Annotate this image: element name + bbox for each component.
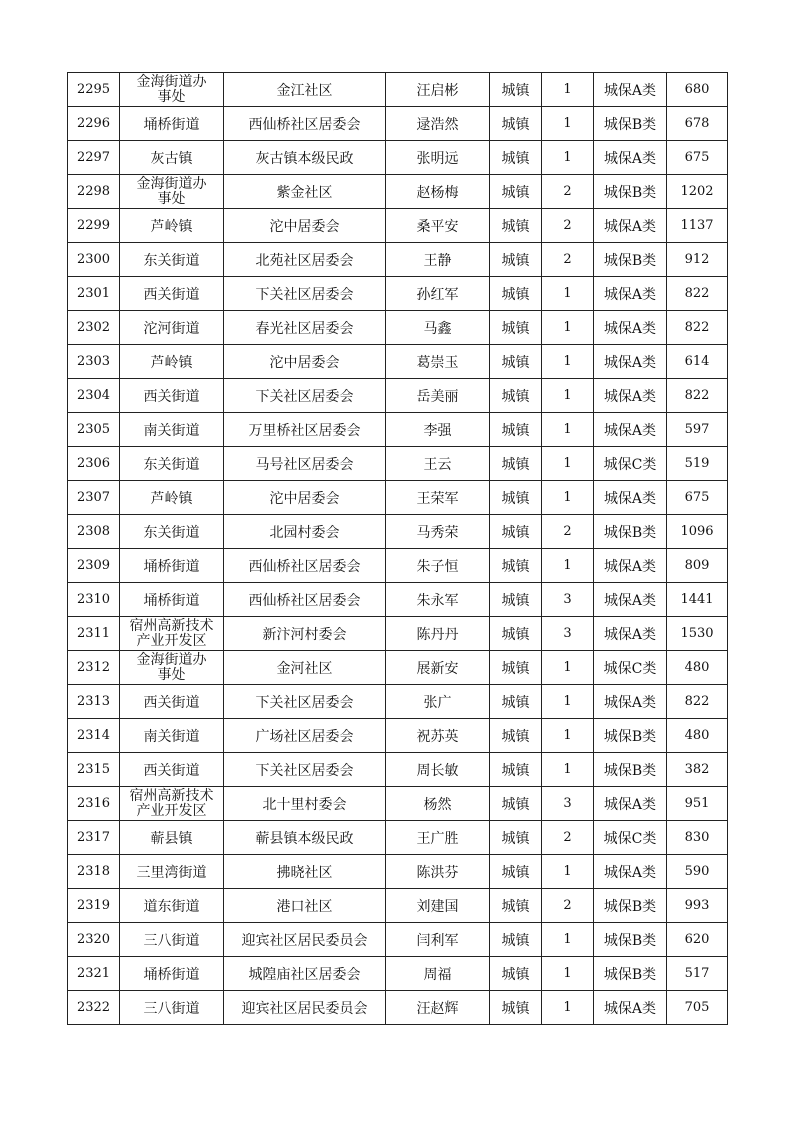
amount-cell: 951 <box>667 787 728 821</box>
street-cell: 西关街道 <box>120 753 224 787</box>
area-type-cell: 城镇 <box>490 549 542 583</box>
household-count-cell: 1 <box>542 957 594 991</box>
amount-cell: 590 <box>667 855 728 889</box>
serial-number-cell: 2306 <box>68 447 120 481</box>
insurance-category-cell: 城保A类 <box>594 617 667 651</box>
amount-cell: 675 <box>667 141 728 175</box>
household-count-cell: 1 <box>542 923 594 957</box>
person-name-cell: 汪启彬 <box>386 73 490 107</box>
household-count-cell: 1 <box>542 719 594 753</box>
person-name-cell: 王广胜 <box>386 821 490 855</box>
community-cell: 下关社区居委会 <box>224 685 386 719</box>
area-type-cell: 城镇 <box>490 515 542 549</box>
insurance-category-cell: 城保A类 <box>594 685 667 719</box>
insurance-category-cell: 城保A类 <box>594 73 667 107</box>
street-cell: 金海街道办 事处 <box>120 651 224 685</box>
table-row <box>68 345 728 379</box>
person-name-cell: 朱永军 <box>386 583 490 617</box>
community-cell: 灰古镇本级民政 <box>224 141 386 175</box>
community-cell: 拂晓社区 <box>224 855 386 889</box>
community-cell: 下关社区居委会 <box>224 379 386 413</box>
table-row <box>68 685 728 719</box>
community-cell: 沱中居委会 <box>224 345 386 379</box>
insurance-category-cell: 城保A类 <box>594 787 667 821</box>
table-row <box>68 209 728 243</box>
person-name-cell: 陈洪芬 <box>386 855 490 889</box>
serial-number-cell: 2304 <box>68 379 120 413</box>
person-name-cell: 朱子恒 <box>386 549 490 583</box>
serial-number-cell: 2303 <box>68 345 120 379</box>
household-count-cell: 1 <box>542 447 594 481</box>
household-count-cell: 1 <box>542 549 594 583</box>
table-row <box>68 821 728 855</box>
household-count-cell: 1 <box>542 311 594 345</box>
household-count-cell: 3 <box>542 583 594 617</box>
street-cell: 三八街道 <box>120 923 224 957</box>
insurance-category-cell: 城保A类 <box>594 345 667 379</box>
serial-number-cell: 2316 <box>68 787 120 821</box>
community-cell: 紫金社区 <box>224 175 386 209</box>
insurance-category-cell: 城保A类 <box>594 209 667 243</box>
area-type-cell: 城镇 <box>490 583 542 617</box>
area-type-cell: 城镇 <box>490 617 542 651</box>
table-row <box>68 549 728 583</box>
serial-number-cell: 2322 <box>68 991 120 1025</box>
table-row <box>68 583 728 617</box>
person-name-cell: 展新安 <box>386 651 490 685</box>
insurance-category-cell: 城保A类 <box>594 141 667 175</box>
person-name-cell: 马秀荣 <box>386 515 490 549</box>
table-row <box>68 107 728 141</box>
table-row <box>68 753 728 787</box>
serial-number-cell: 2301 <box>68 277 120 311</box>
serial-number-cell: 2307 <box>68 481 120 515</box>
serial-number-cell: 2308 <box>68 515 120 549</box>
area-type-cell: 城镇 <box>490 991 542 1025</box>
insurance-category-cell: 城保B类 <box>594 923 667 957</box>
insurance-category-cell: 城保B类 <box>594 175 667 209</box>
street-cell: 金海街道办 事处 <box>120 73 224 107</box>
street-cell: 蕲县镇 <box>120 821 224 855</box>
community-cell: 沱中居委会 <box>224 209 386 243</box>
area-type-cell: 城镇 <box>490 821 542 855</box>
relief-roster-table <box>67 72 728 1025</box>
community-cell: 北苑社区居委会 <box>224 243 386 277</box>
community-cell: 西仙桥社区居委会 <box>224 107 386 141</box>
insurance-category-cell: 城保A类 <box>594 311 667 345</box>
amount-cell: 705 <box>667 991 728 1025</box>
table-row <box>68 447 728 481</box>
insurance-category-cell: 城保A类 <box>594 481 667 515</box>
insurance-category-cell: 城保A类 <box>594 583 667 617</box>
community-cell: 广场社区居委会 <box>224 719 386 753</box>
amount-cell: 614 <box>667 345 728 379</box>
amount-cell: 830 <box>667 821 728 855</box>
serial-number-cell: 2319 <box>68 889 120 923</box>
area-type-cell: 城镇 <box>490 175 542 209</box>
serial-number-cell: 2320 <box>68 923 120 957</box>
household-count-cell: 1 <box>542 685 594 719</box>
community-cell: 城隍庙社区居委会 <box>224 957 386 991</box>
community-cell: 西仙桥社区居委会 <box>224 583 386 617</box>
street-cell: 宿州高新技术 产业开发区 <box>120 617 224 651</box>
household-count-cell: 3 <box>542 787 594 821</box>
table-body <box>68 73 728 1025</box>
street-cell: 三里湾街道 <box>120 855 224 889</box>
area-type-cell: 城镇 <box>490 923 542 957</box>
street-cell: 西关街道 <box>120 379 224 413</box>
household-count-cell: 1 <box>542 991 594 1025</box>
area-type-cell: 城镇 <box>490 141 542 175</box>
person-name-cell: 李强 <box>386 413 490 447</box>
table-row <box>68 481 728 515</box>
amount-cell: 993 <box>667 889 728 923</box>
table-row <box>68 73 728 107</box>
area-type-cell: 城镇 <box>490 379 542 413</box>
household-count-cell: 1 <box>542 481 594 515</box>
serial-number-cell: 2309 <box>68 549 120 583</box>
table-row <box>68 651 728 685</box>
person-name-cell: 汪赵辉 <box>386 991 490 1025</box>
street-cell: 南关街道 <box>120 413 224 447</box>
street-cell: 道东街道 <box>120 889 224 923</box>
street-cell: 南关街道 <box>120 719 224 753</box>
serial-number-cell: 2300 <box>68 243 120 277</box>
insurance-category-cell: 城保C类 <box>594 821 667 855</box>
household-count-cell: 1 <box>542 107 594 141</box>
area-type-cell: 城镇 <box>490 719 542 753</box>
person-name-cell: 葛崇玉 <box>386 345 490 379</box>
community-cell: 马号社区居委会 <box>224 447 386 481</box>
community-cell: 迎宾社区居民委员会 <box>224 991 386 1025</box>
community-cell: 北十里村委会 <box>224 787 386 821</box>
amount-cell: 912 <box>667 243 728 277</box>
community-cell: 蕲县镇本级民政 <box>224 821 386 855</box>
community-cell: 下关社区居委会 <box>224 277 386 311</box>
serial-number-cell: 2315 <box>68 753 120 787</box>
insurance-category-cell: 城保C类 <box>594 651 667 685</box>
street-cell: 西关街道 <box>120 277 224 311</box>
community-cell: 港口社区 <box>224 889 386 923</box>
person-name-cell: 张广 <box>386 685 490 719</box>
serial-number-cell: 2312 <box>68 651 120 685</box>
insurance-category-cell: 城保B类 <box>594 957 667 991</box>
area-type-cell: 城镇 <box>490 447 542 481</box>
insurance-category-cell: 城保B类 <box>594 719 667 753</box>
household-count-cell: 1 <box>542 379 594 413</box>
street-cell: 东关街道 <box>120 243 224 277</box>
person-name-cell: 王静 <box>386 243 490 277</box>
street-cell: 三八街道 <box>120 991 224 1025</box>
table-row <box>68 889 728 923</box>
table-row <box>68 515 728 549</box>
area-type-cell: 城镇 <box>490 889 542 923</box>
street-cell: 埇桥街道 <box>120 549 224 583</box>
table-row <box>68 957 728 991</box>
amount-cell: 680 <box>667 73 728 107</box>
area-type-cell: 城镇 <box>490 243 542 277</box>
person-name-cell: 孙红军 <box>386 277 490 311</box>
insurance-category-cell: 城保A类 <box>594 549 667 583</box>
community-cell: 春光社区居委会 <box>224 311 386 345</box>
street-cell: 金海街道办 事处 <box>120 175 224 209</box>
household-count-cell: 1 <box>542 141 594 175</box>
household-count-cell: 1 <box>542 651 594 685</box>
table-row <box>68 311 728 345</box>
serial-number-cell: 2317 <box>68 821 120 855</box>
person-name-cell: 岳美丽 <box>386 379 490 413</box>
table-row <box>68 141 728 175</box>
amount-cell: 620 <box>667 923 728 957</box>
amount-cell: 1096 <box>667 515 728 549</box>
community-cell: 下关社区居委会 <box>224 753 386 787</box>
table-row <box>68 787 728 821</box>
community-cell: 西仙桥社区居委会 <box>224 549 386 583</box>
household-count-cell: 1 <box>542 413 594 447</box>
street-cell: 沱河街道 <box>120 311 224 345</box>
amount-cell: 809 <box>667 549 728 583</box>
street-cell: 东关街道 <box>120 515 224 549</box>
insurance-category-cell: 城保A类 <box>594 277 667 311</box>
household-count-cell: 1 <box>542 277 594 311</box>
insurance-category-cell: 城保A类 <box>594 379 667 413</box>
amount-cell: 1530 <box>667 617 728 651</box>
person-name-cell: 刘建国 <box>386 889 490 923</box>
household-count-cell: 2 <box>542 175 594 209</box>
document-page <box>67 72 728 1025</box>
serial-number-cell: 2299 <box>68 209 120 243</box>
household-count-cell: 1 <box>542 73 594 107</box>
amount-cell: 822 <box>667 685 728 719</box>
insurance-category-cell: 城保B类 <box>594 889 667 923</box>
serial-number-cell: 2296 <box>68 107 120 141</box>
person-name-cell: 周长敏 <box>386 753 490 787</box>
street-cell: 东关街道 <box>120 447 224 481</box>
community-cell: 金河社区 <box>224 651 386 685</box>
area-type-cell: 城镇 <box>490 209 542 243</box>
person-name-cell: 周福 <box>386 957 490 991</box>
street-cell: 宿州高新技术 产业开发区 <box>120 787 224 821</box>
amount-cell: 480 <box>667 719 728 753</box>
person-name-cell: 祝苏英 <box>386 719 490 753</box>
amount-cell: 382 <box>667 753 728 787</box>
person-name-cell: 杨然 <box>386 787 490 821</box>
area-type-cell: 城镇 <box>490 107 542 141</box>
community-cell: 沱中居委会 <box>224 481 386 515</box>
amount-cell: 517 <box>667 957 728 991</box>
community-cell: 北园村委会 <box>224 515 386 549</box>
street-cell: 芦岭镇 <box>120 481 224 515</box>
amount-cell: 822 <box>667 277 728 311</box>
community-cell: 金江社区 <box>224 73 386 107</box>
household-count-cell: 2 <box>542 243 594 277</box>
area-type-cell: 城镇 <box>490 413 542 447</box>
person-name-cell: 陈丹丹 <box>386 617 490 651</box>
person-name-cell: 桑平安 <box>386 209 490 243</box>
amount-cell: 519 <box>667 447 728 481</box>
table-row <box>68 923 728 957</box>
insurance-category-cell: 城保B类 <box>594 753 667 787</box>
amount-cell: 1137 <box>667 209 728 243</box>
insurance-category-cell: 城保A类 <box>594 855 667 889</box>
table-row <box>68 617 728 651</box>
amount-cell: 822 <box>667 311 728 345</box>
street-cell: 埇桥街道 <box>120 957 224 991</box>
community-cell: 迎宾社区居民委员会 <box>224 923 386 957</box>
street-cell: 灰古镇 <box>120 141 224 175</box>
person-name-cell: 张明远 <box>386 141 490 175</box>
serial-number-cell: 2297 <box>68 141 120 175</box>
person-name-cell: 王云 <box>386 447 490 481</box>
person-name-cell: 马鑫 <box>386 311 490 345</box>
household-count-cell: 2 <box>542 889 594 923</box>
household-count-cell: 2 <box>542 209 594 243</box>
serial-number-cell: 2313 <box>68 685 120 719</box>
street-cell: 芦岭镇 <box>120 345 224 379</box>
insurance-category-cell: 城保B类 <box>594 107 667 141</box>
table-row <box>68 175 728 209</box>
area-type-cell: 城镇 <box>490 855 542 889</box>
household-count-cell: 3 <box>542 617 594 651</box>
area-type-cell: 城镇 <box>490 787 542 821</box>
person-name-cell: 逯浩然 <box>386 107 490 141</box>
serial-number-cell: 2295 <box>68 73 120 107</box>
table-row <box>68 277 728 311</box>
serial-number-cell: 2321 <box>68 957 120 991</box>
community-cell: 新汴河村委会 <box>224 617 386 651</box>
serial-number-cell: 2305 <box>68 413 120 447</box>
insurance-category-cell: 城保C类 <box>594 447 667 481</box>
area-type-cell: 城镇 <box>490 73 542 107</box>
insurance-category-cell: 城保B类 <box>594 243 667 277</box>
street-cell: 西关街道 <box>120 685 224 719</box>
household-count-cell: 2 <box>542 821 594 855</box>
household-count-cell: 2 <box>542 515 594 549</box>
street-cell: 埇桥街道 <box>120 107 224 141</box>
household-count-cell: 1 <box>542 345 594 379</box>
table-row <box>68 855 728 889</box>
person-name-cell: 王荣军 <box>386 481 490 515</box>
area-type-cell: 城镇 <box>490 345 542 379</box>
amount-cell: 1202 <box>667 175 728 209</box>
household-count-cell: 1 <box>542 753 594 787</box>
area-type-cell: 城镇 <box>490 651 542 685</box>
street-cell: 芦岭镇 <box>120 209 224 243</box>
table-row <box>68 413 728 447</box>
area-type-cell: 城镇 <box>490 311 542 345</box>
amount-cell: 675 <box>667 481 728 515</box>
area-type-cell: 城镇 <box>490 277 542 311</box>
amount-cell: 480 <box>667 651 728 685</box>
amount-cell: 1441 <box>667 583 728 617</box>
serial-number-cell: 2302 <box>68 311 120 345</box>
area-type-cell: 城镇 <box>490 753 542 787</box>
street-cell: 埇桥街道 <box>120 583 224 617</box>
serial-number-cell: 2314 <box>68 719 120 753</box>
insurance-category-cell: 城保A类 <box>594 991 667 1025</box>
serial-number-cell: 2318 <box>68 855 120 889</box>
serial-number-cell: 2311 <box>68 617 120 651</box>
serial-number-cell: 2310 <box>68 583 120 617</box>
table-row <box>68 719 728 753</box>
table-row <box>68 379 728 413</box>
area-type-cell: 城镇 <box>490 685 542 719</box>
household-count-cell: 1 <box>542 855 594 889</box>
insurance-category-cell: 城保B类 <box>594 515 667 549</box>
amount-cell: 597 <box>667 413 728 447</box>
amount-cell: 678 <box>667 107 728 141</box>
area-type-cell: 城镇 <box>490 957 542 991</box>
table-row <box>68 991 728 1025</box>
area-type-cell: 城镇 <box>490 481 542 515</box>
community-cell: 万里桥社区居委会 <box>224 413 386 447</box>
amount-cell: 822 <box>667 379 728 413</box>
person-name-cell: 赵杨梅 <box>386 175 490 209</box>
table-row <box>68 243 728 277</box>
insurance-category-cell: 城保A类 <box>594 413 667 447</box>
person-name-cell: 闫利军 <box>386 923 490 957</box>
serial-number-cell: 2298 <box>68 175 120 209</box>
